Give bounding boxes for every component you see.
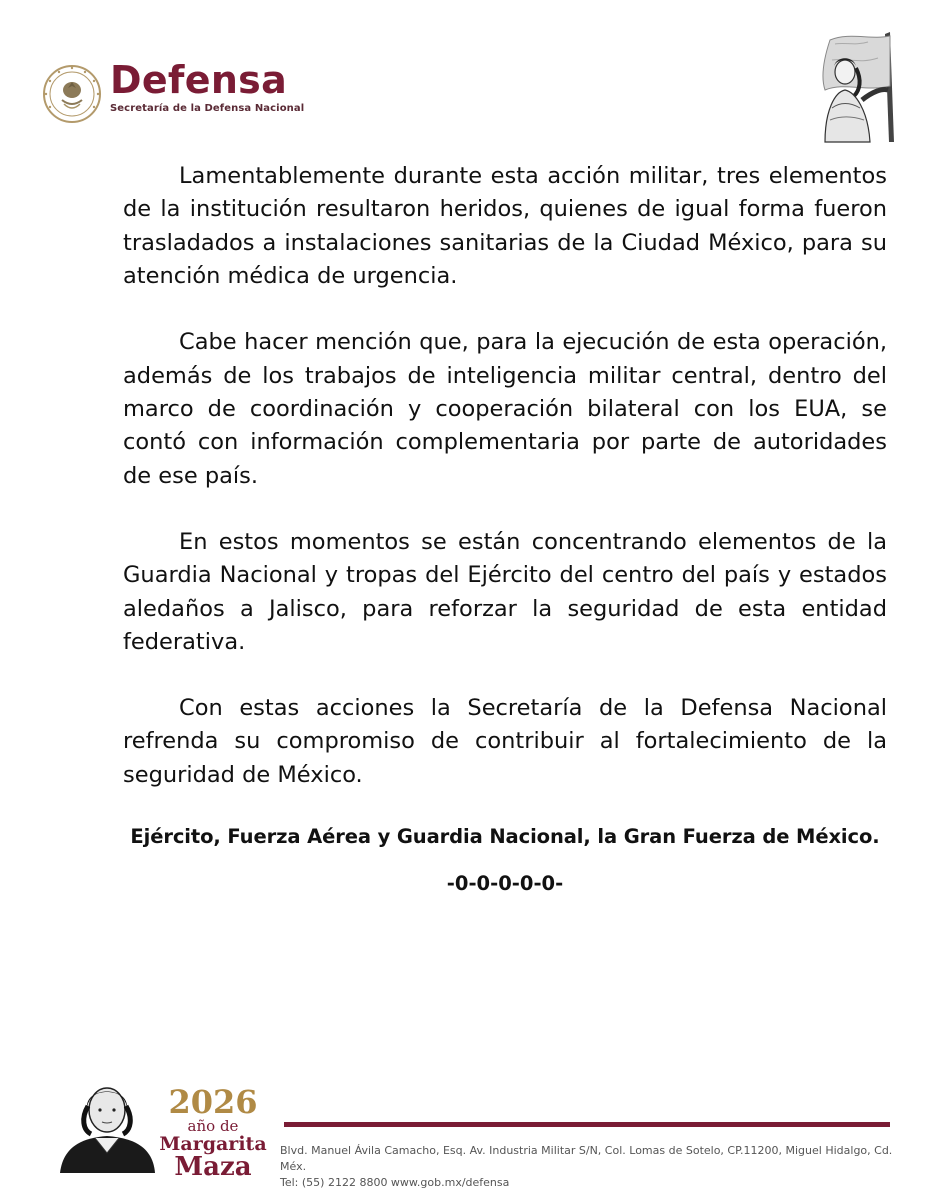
brand-title: Defensa: [110, 58, 288, 102]
brand-subtitle: Secretaría de la Defensa Nacional: [110, 103, 305, 114]
commemorative-year: [158, 1083, 268, 1182]
brand-logo: [110, 58, 304, 114]
margarita-maza-portrait-icon: [55, 1078, 160, 1173]
end-separator: -0-0-0-0-0-: [446, 871, 564, 895]
year-label: año de: [187, 1117, 239, 1135]
heroine-flag-illustration-icon: [790, 30, 905, 145]
year-name-last: Maza: [174, 1152, 252, 1182]
footer-divider: [284, 1122, 890, 1127]
institutional-motto: Ejército, Fuerza Aérea y Guardia Nacional, la Gran Fuerza de México.: [130, 824, 880, 848]
coat-of-arms-seal-icon: [42, 64, 102, 124]
year-name-first: Margarita: [159, 1133, 267, 1155]
paragraph: Lamentablemente durante esta acción militar, tres elementos de la institución resultaron heridos, quienes de igual forma fueron trasladados a instalaciones sanitarias de la Ciudad México, para su atención médica de urgencia.: [123, 163, 887, 290]
address-line: Blvd. Manuel Ávila Camacho, Esq. Av. Industria Militar S/N, Col. Lomas de Sotelo, CP.11200, Miguel Hidalgo, Cd. Méx.: [280, 1144, 893, 1173]
paragraph: Con estas acciones la Secretaría de la Defensa Nacional refrenda su compromiso de contribuir al fortalecimiento de la seguridad de México.: [123, 695, 887, 788]
paragraph: En estos momentos se están concentrando elementos de la Guardia Nacional y tropas del Ejército del centro del país y estados aledaños a Jalisco, para reforzar la seguridad de esta entidad federativa.: [123, 528, 887, 656]
footer-address: [280, 1143, 900, 1191]
year-number: 2026: [168, 1083, 258, 1121]
document-body: [123, 160, 887, 895]
contact-line: Tel: (55) 2122 8800 www.gob.mx/defensa: [280, 1176, 510, 1189]
paragraph: Cabe hacer mención que, para la ejecución de esta operación, además de los trabajos de inteligencia militar central, dentro del marco de coordinación y cooperación bilateral con los EUA, se contó con información complementaria por parte de autoridades de ese país.: [123, 329, 887, 489]
